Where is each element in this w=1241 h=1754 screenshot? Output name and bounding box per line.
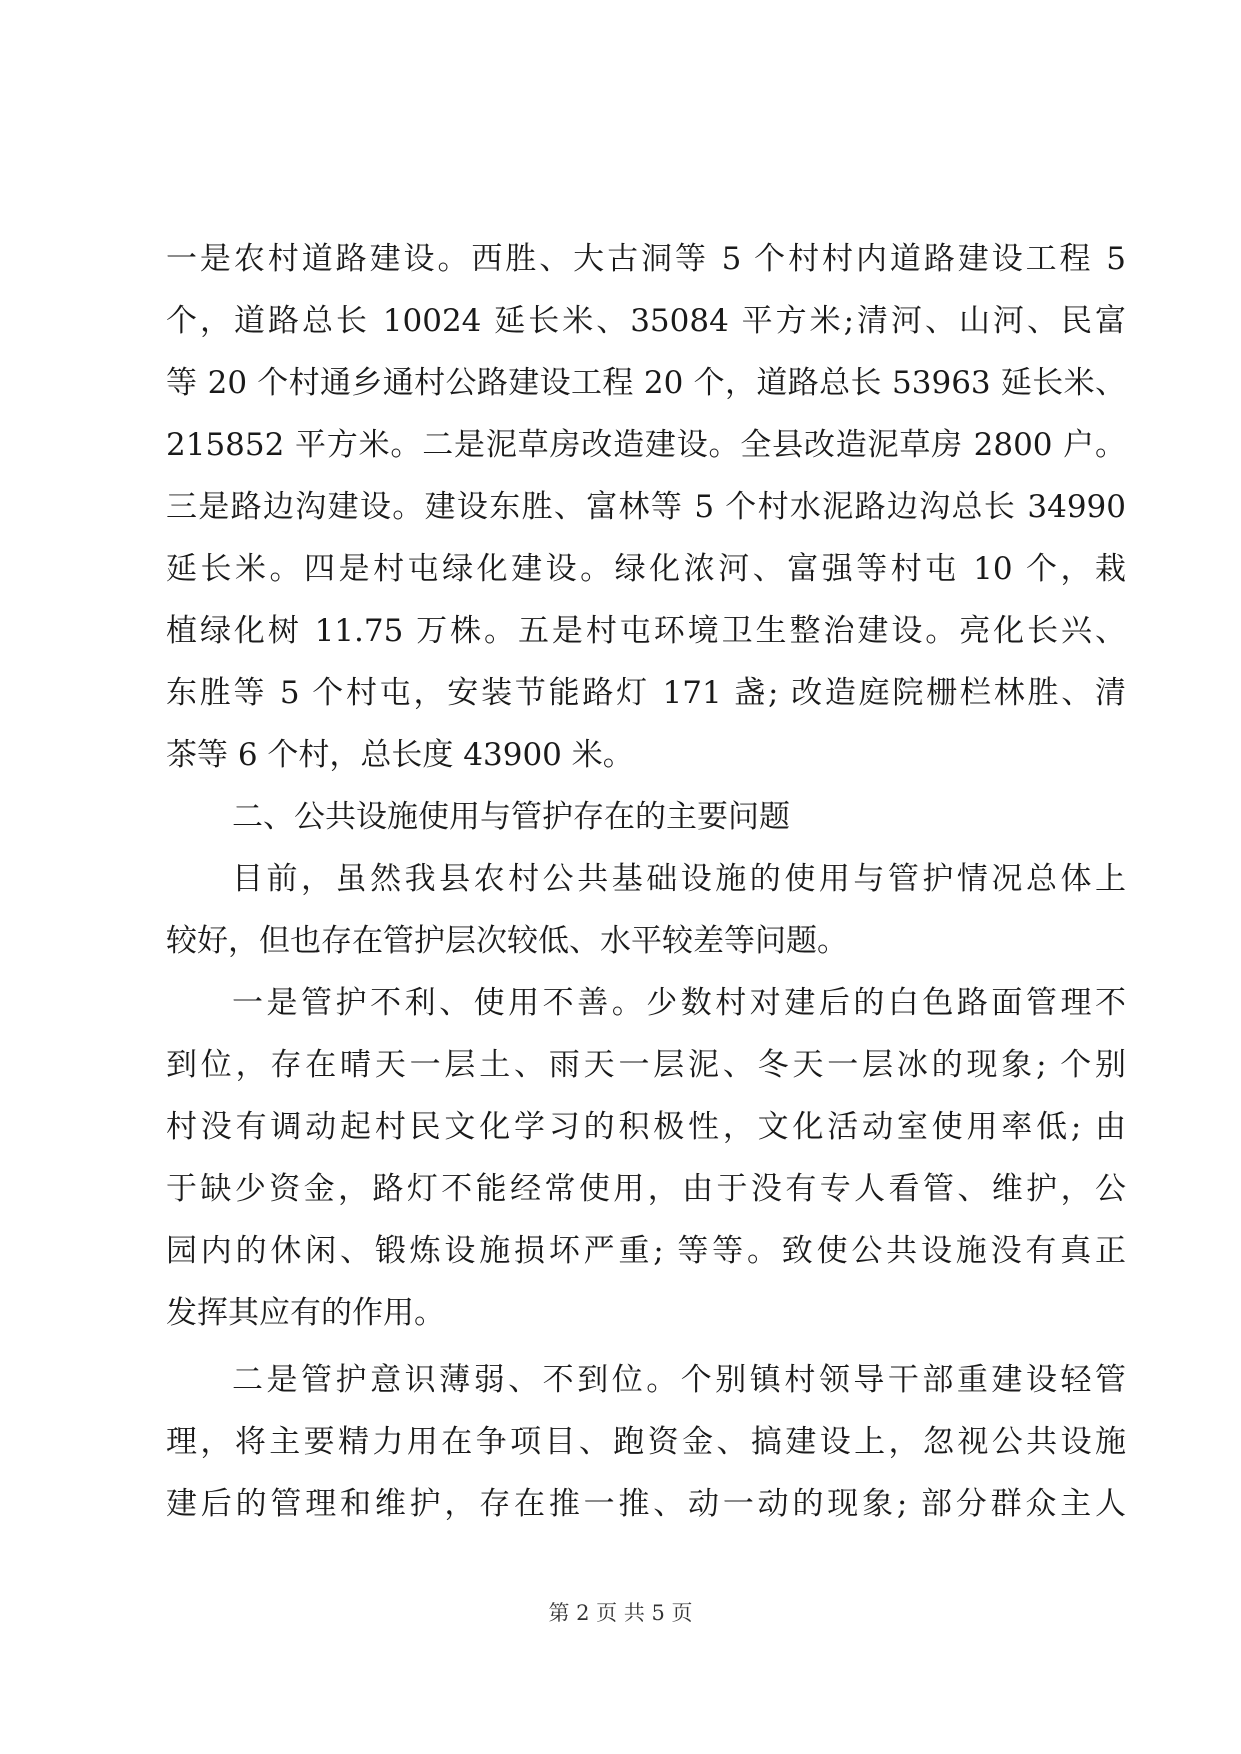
text-line: 植绿化树 11.75 万株。五是村屯环境卫生整治建设。亮化长兴、: [166, 613, 1126, 649]
text-line: 理，将主要精力用在争项目、跑资金、搞建设上，忽视公共设施: [166, 1424, 1126, 1460]
text-line: 于缺少资金，路灯不能经常使用，由于没有专人看管、维护，公: [166, 1171, 1126, 1207]
paragraph-rural-road-construction: [166, 228, 1126, 786]
paragraph-current-situation: [166, 848, 1126, 972]
document-body: [166, 228, 1126, 1535]
text-line: 二是管护意识薄弱、不到位。个别镇村领导干部重建设轻管: [232, 1362, 1126, 1398]
text-line: 延长米。四是村屯绿化建设。绿化浓河、富强等村屯 10 个，栽: [166, 551, 1126, 587]
text-line: 等 20 个村通乡通村公路建设工程 20 个，道路总长 53963 延长米、: [166, 365, 1126, 401]
page-number-footer: 第 2 页 共 5 页: [548, 1601, 693, 1625]
text-line: 发挥其应有的作用。: [166, 1295, 445, 1331]
heading-line: 二、公共设施使用与管护存在的主要问题: [232, 799, 790, 835]
text-line: 村没有调动起村民文化学习的积极性，文化活动室使用率低; 由: [166, 1109, 1126, 1145]
paragraph-weak-awareness: [166, 1349, 1126, 1535]
text-line: 建后的管理和维护，存在推一推、动一动的现象; 部分群众主人: [166, 1486, 1126, 1522]
text-line: 215852 平方米。二是泥草房改造建设。全县改造泥草房 2800 户。: [166, 427, 1126, 463]
paragraph-poor-maintenance: [166, 972, 1126, 1344]
text-line: 目前，虽然我县农村公共基础设施的使用与管护情况总体上: [232, 861, 1126, 897]
text-line: 园内的休闲、锻炼设施损坏严重; 等等。致使公共设施没有真正: [166, 1233, 1126, 1269]
text-line: 三是路边沟建设。建设东胜、富林等 5 个村水泥路边沟总长 34990: [166, 489, 1126, 525]
text-line: 一是农村道路建设。西胜、大古洞等 5 个村村内道路建设工程 5: [166, 241, 1126, 277]
text-line: 东胜等 5 个村屯，安装节能路灯 171 盏; 改造庭院栅栏林胜、清: [166, 675, 1126, 711]
text-line: 茶等 6 个村，总长度 43900 米。: [166, 737, 634, 773]
text-line: 一是管护不利、使用不善。少数村对建后的白色路面管理不: [232, 985, 1126, 1021]
text-line: 较好，但也存在管护层次较低、水平较差等问题。: [166, 923, 848, 959]
text-line: 到位，存在晴天一层土、雨天一层泥、冬天一层冰的现象; 个别: [166, 1047, 1126, 1083]
text-line: 个，道路总长 10024 延长米、35084 平方米;清河、山河、民富: [166, 303, 1126, 339]
section-heading-problems: [166, 786, 1126, 848]
